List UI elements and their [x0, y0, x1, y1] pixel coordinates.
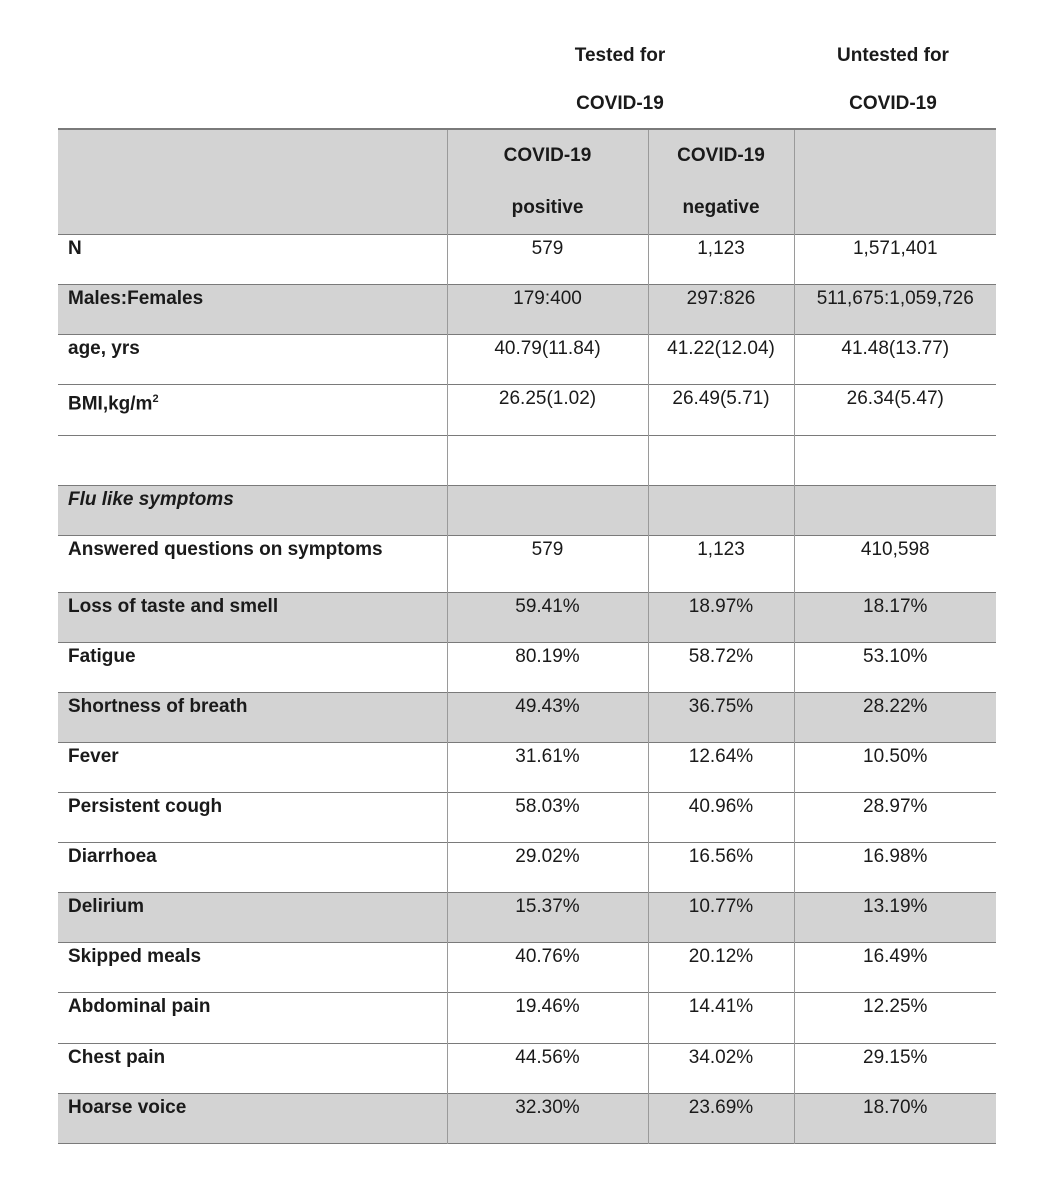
cell-positive: 15.37%: [447, 893, 648, 943]
cell-positive: 579: [447, 235, 648, 285]
cell-untested: 16.98%: [794, 843, 996, 893]
table-row: [58, 235, 996, 285]
table-row: [58, 1044, 996, 1094]
cell-negative: 297:826: [648, 285, 794, 335]
cell-untested: 28.97%: [794, 793, 996, 843]
row-label: Hoarse voice: [58, 1094, 447, 1144]
table-row: [58, 743, 996, 793]
header-blank: [58, 129, 447, 235]
table-row: [58, 1094, 996, 1144]
cell-positive: 32.30%: [447, 1094, 648, 1144]
cell-negative: 36.75%: [648, 693, 794, 743]
cell-positive: 44.56%: [447, 1044, 648, 1094]
cell-untested: 1,571,401: [794, 235, 996, 285]
table-row: [58, 385, 996, 436]
row-label: Shortness of breath: [58, 693, 447, 743]
cell-positive: 179:400: [447, 285, 648, 335]
table-row: [58, 693, 996, 743]
cell-negative: 1,123: [648, 536, 794, 593]
table-row: [58, 643, 996, 693]
cell-negative: 40.96%: [648, 793, 794, 843]
row-label: Chest pain: [68, 1047, 166, 1068]
cell-untested: 18.17%: [794, 593, 996, 643]
table-row: [58, 593, 996, 643]
table-row: [58, 993, 996, 1044]
row-label: Fatigue: [68, 646, 136, 667]
row-label: Skipped meals: [68, 946, 202, 967]
cell-untested: 12.25%: [794, 993, 996, 1044]
row-label: N: [68, 238, 82, 259]
spacer-row: [58, 436, 996, 486]
section-title-row: [58, 486, 996, 536]
cell-positive: 80.19%: [447, 643, 648, 693]
table-row: [58, 536, 996, 593]
cell-negative: 20.12%: [648, 943, 794, 993]
row-label: Abdominal pain: [68, 996, 211, 1017]
cell-untested: 29.15%: [794, 1044, 996, 1094]
superscript: 2: [152, 393, 159, 405]
covid-symptoms-table: [58, 128, 996, 1144]
cell-untested: 41.48(13.77): [794, 335, 996, 385]
cell-negative: 41.22(12.04): [648, 335, 794, 385]
row-label: Delirium: [58, 893, 447, 943]
header-negative: COVID-19 negative: [648, 129, 794, 235]
section-title: Flu like symptoms: [58, 486, 447, 536]
cell-untested: 26.34(5.47): [794, 385, 996, 436]
untested-group-heading: Untested for COVID-19: [837, 45, 949, 114]
cell-negative: 26.49(5.71): [648, 385, 794, 436]
cell-positive: 29.02%: [447, 843, 648, 893]
row-label: Persistent cough: [68, 796, 223, 817]
cell-negative: 16.56%: [648, 843, 794, 893]
cell-untested: 511,675:1,059,726: [794, 285, 996, 335]
row-label: Diarrhoea: [68, 846, 157, 867]
table-row: [58, 793, 996, 843]
row-label: age, yrs: [68, 338, 140, 359]
cell-negative: 34.02%: [648, 1044, 794, 1094]
row-label: $BMI,kg/m^2$: [68, 393, 159, 415]
cell-positive: 31.61%: [447, 743, 648, 793]
row-label: Males:Females: [58, 285, 447, 335]
table-row: [58, 335, 996, 385]
table-row: [58, 843, 996, 893]
cell-positive: 58.03%: [447, 793, 648, 843]
cell-positive: 40.76%: [447, 943, 648, 993]
column-header-row: [58, 129, 996, 235]
cell-negative: 1,123: [648, 235, 794, 285]
tested-group-heading: Tested for COVID-19: [574, 45, 666, 114]
cell-positive: 49.43%: [447, 693, 648, 743]
row-label: Answered questions on symptoms: [68, 539, 383, 560]
cell-untested: 53.10%: [794, 643, 996, 693]
cell-untested: 18.70%: [794, 1094, 996, 1144]
cell-untested: 16.49%: [794, 943, 996, 993]
cell-negative: 14.41%: [648, 993, 794, 1044]
cell-positive: 579: [447, 536, 648, 593]
table-row: [58, 285, 996, 335]
cell-untested: 410,598: [794, 536, 996, 593]
cell-positive: 19.46%: [447, 993, 648, 1044]
cell-positive: 40.79(11.84): [447, 335, 648, 385]
header-untested: [794, 129, 996, 235]
table-row: [58, 943, 996, 993]
cell-untested: 13.19%: [794, 893, 996, 943]
table-row: [58, 893, 996, 943]
cell-positive: 26.25(1.02): [447, 385, 648, 436]
cell-negative: 12.64%: [648, 743, 794, 793]
group-header: [0, 0, 1042, 128]
header-positive: COVID-19 positive: [447, 129, 648, 235]
row-label: Loss of taste and smell: [58, 593, 447, 643]
cell-negative: 18.97%: [648, 593, 794, 643]
cell-negative: 23.69%: [648, 1094, 794, 1144]
cell-negative: 58.72%: [648, 643, 794, 693]
cell-negative: 10.77%: [648, 893, 794, 943]
cell-untested: 10.50%: [794, 743, 996, 793]
row-label: Fever: [68, 746, 119, 767]
cell-untested: 28.22%: [794, 693, 996, 743]
cell-positive: 59.41%: [447, 593, 648, 643]
